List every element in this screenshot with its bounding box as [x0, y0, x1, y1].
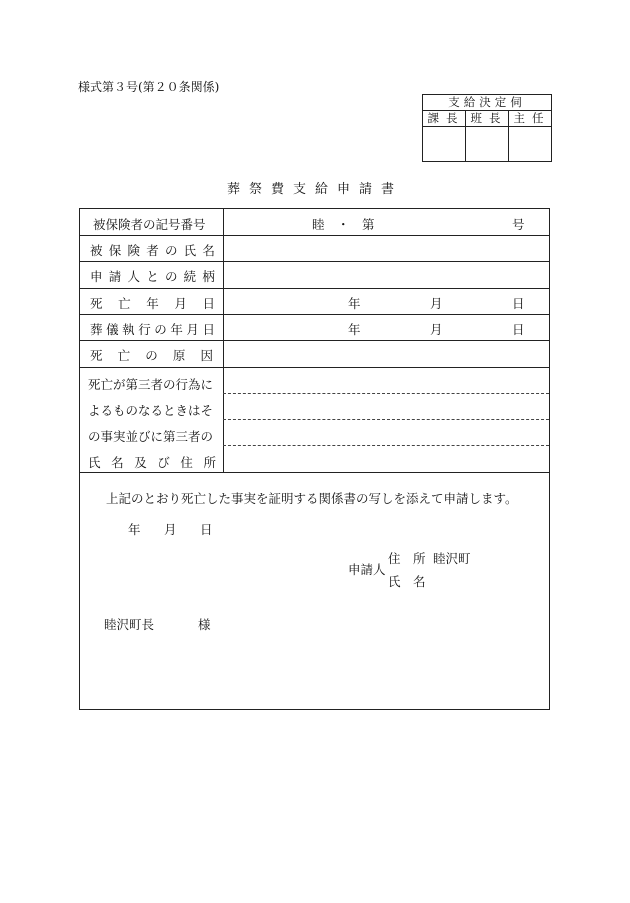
- submit-month-unit: 月: [164, 522, 177, 537]
- insured-name-label: 被 保 険 者 の 氏 名: [90, 243, 215, 258]
- insured-id-label: 被保険者の記号番号: [93, 217, 206, 232]
- application-form: [79, 208, 550, 710]
- approval-role-section-chief: 課長: [423, 111, 466, 126]
- approval-role-officer: 主任: [513, 111, 551, 125]
- approval-role-team-leader: 班長: [466, 111, 509, 126]
- dashed-divider: [223, 393, 549, 394]
- approval-header: 支給決定伺: [423, 95, 551, 111]
- approval-stamp-team-leader[interactable]: [466, 127, 509, 161]
- approval-box: [422, 94, 552, 162]
- funeral-day-unit: 日: [512, 322, 525, 337]
- death-month-unit: 月: [430, 296, 443, 311]
- death-cause-label: 死 亡 の 原 因: [90, 348, 213, 363]
- death-day-unit: 日: [512, 296, 525, 311]
- insured-id-suffix: 号: [512, 217, 525, 232]
- funeral-month-unit: 月: [430, 322, 443, 337]
- applicant-address-value: 睦沢町: [433, 551, 471, 566]
- dashed-divider: [223, 445, 549, 446]
- submit-day-unit: 日: [200, 522, 213, 537]
- submit-year-unit: 年: [128, 522, 141, 537]
- page-title: 葬祭費支給申請書: [226, 182, 403, 197]
- funeral-date-label: 葬 儀 執 行 の 年 月 日: [90, 322, 215, 337]
- death-year-unit: 年: [348, 296, 361, 311]
- row-divider: [80, 288, 549, 289]
- third-party-label: 死亡が第三者の行為に よるものなるときはそ の事実並びに第三者の 氏 名 及 び 住 所: [88, 377, 216, 470]
- approval-stamp-officer[interactable]: [509, 127, 551, 161]
- applicant-label: 申請人: [348, 562, 386, 577]
- row-divider: [80, 261, 549, 262]
- addressee-label: 睦沢町長: [104, 617, 155, 632]
- dashed-divider: [223, 419, 549, 420]
- addressee-honorific: 様: [198, 617, 211, 632]
- applicant-address-label: 住 所: [388, 551, 426, 566]
- applicant-name-label: 氏 名: [388, 574, 426, 589]
- death-date-label: 死 亡 年 月 日: [90, 296, 215, 311]
- row-divider: [80, 340, 549, 341]
- declaration-text: 上記のとおり死亡した事実を証明する関係書の写しを添えて申請します。: [106, 491, 518, 506]
- row-divider: [80, 367, 549, 368]
- approval-stamp-section-chief[interactable]: [423, 127, 466, 161]
- insured-id-prefix: 睦 ・ 第: [312, 217, 375, 232]
- funeral-year-unit: 年: [348, 322, 361, 337]
- form-number: 様式第３号(第２０条関係): [78, 80, 220, 94]
- row-divider: [80, 235, 549, 236]
- row-divider: [80, 314, 549, 315]
- relationship-label: 申 請 人 と の 続 柄: [90, 269, 215, 284]
